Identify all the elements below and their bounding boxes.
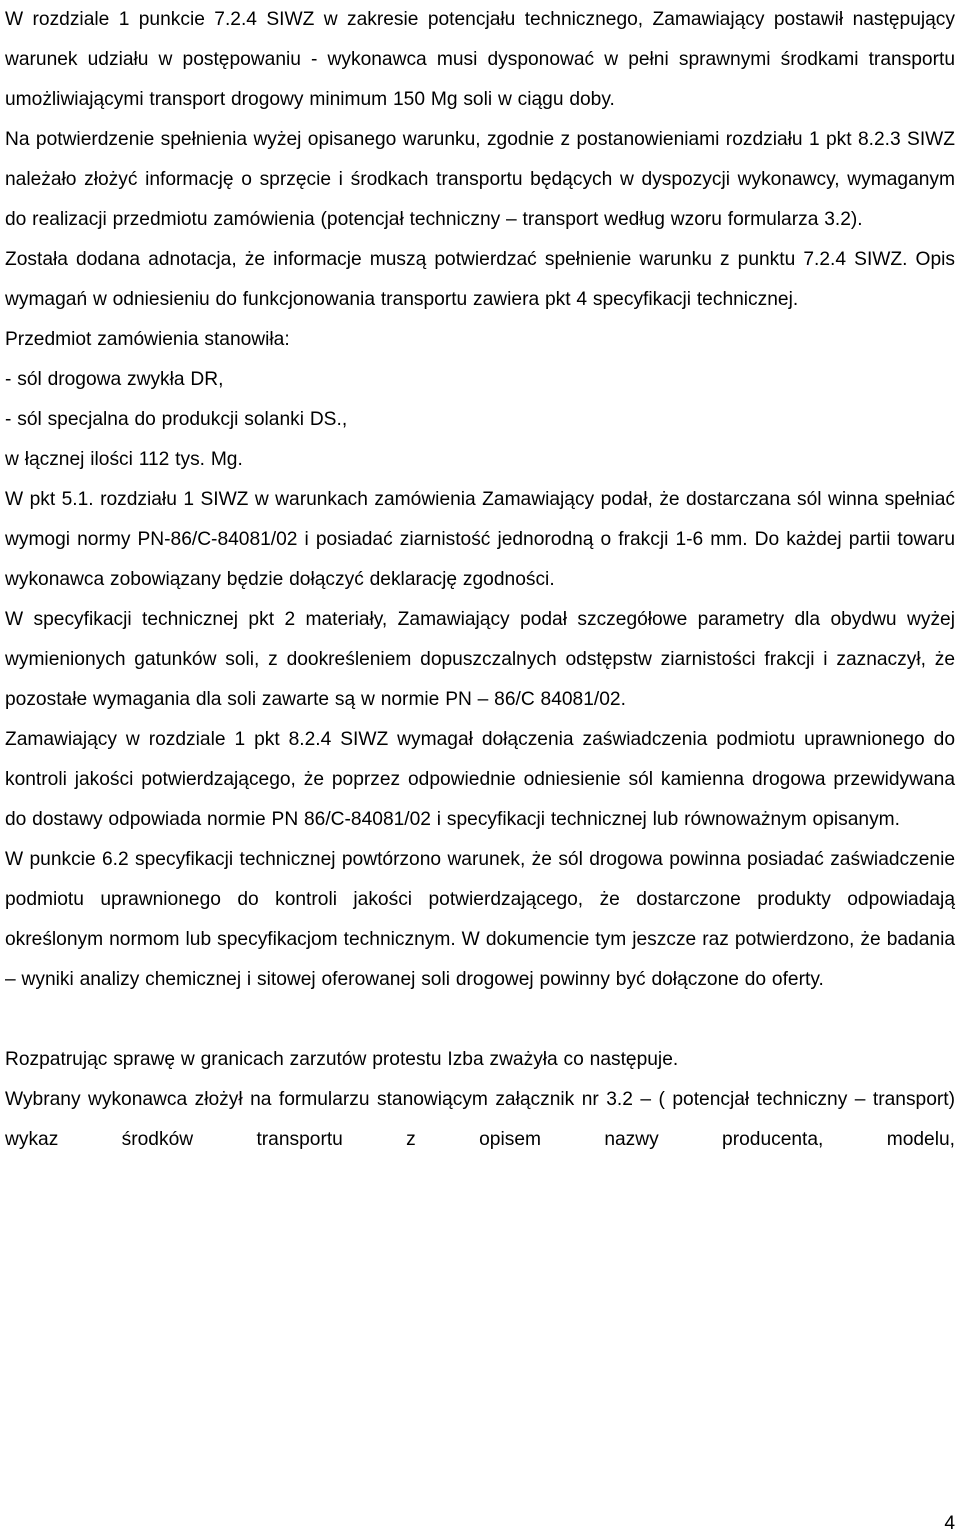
paragraph-annotation: Została dodana adnotacja, że informacje muszą potwierdzać spełnienie warunku z punktu 7.2.4 SIWZ. Opis wymagań w odniesieniu do funkcjonowania transportu zawiera pkt 4 specyfikacji technicznej. [5,249,955,310]
paragraph-confirmation-8-2-3: Na potwierdzenie spełnienia wyżej opisanego warunku, zgodnie z postanowieniami rozdziału 1 pkt 8.2.3 SIWZ należało złożyć informację o sprzęcie i środkach transportu będących w dyspozycji wykonawcy, wymaganym do realizacji przedmiotu zamówienia (potencjał techniczny – transport według wzoru formularza 3.2). [5,129,955,230]
page-number: 4 [944,1513,955,1534]
paragraph-point-6-2: W punkcie 6.2 specyfikacji technicznej powtórzono warunek, że sól drogowa powinna posiadać zaświadczenie podmiotu uprawnionego do kontroli jakości potwierdzającego, że dostarczone produkty odpowiadają określonym normom lub specyfikacjom technicznym. W dokumencie tym jeszcze raz potwierdzono, że badania – wyniki analizy chemicznej i sitowej oferowanej soli drogowej powinny być dołączone do oferty. [5,849,955,990]
paragraph-chamber-decision: Rozpatrując sprawę w granicach zarzutów protestu Izba zważyła co następuje. [5,1049,679,1070]
list-item-salt-dr: - sól drogowa zwykła DR, [5,369,224,390]
paragraph-conditions-5-1: W pkt 5.1. rozdziału 1 SIWZ w warunkach zamówienia Zamawiający podał, że dostarczana sól winna spełniać wymogi normy PN-86/C-84081/02 i posiadać ziarnistość jednorodną o frakcji 1-6 mm. Do każdej partii towaru wykonawca zobowiązany będzie dołączyć deklarację zgodności. [5,489,955,590]
paragraph-siwz-7-2-4: W rozdziale 1 punkcie 7.2.4 SIWZ w zakresie potencjału technicznego, Zamawiający postawił następujący warunek udziału w postępowaniu - wykonawca musi dysponować w pełni sprawnymi środkami transportu umożliwiającymi transport drogowy minimum 150 Mg soli w ciągu doby. [5,9,955,110]
paragraph-gap [5,1000,955,1040]
list-item-salt-ds: - sól specjalna do produkcji solanki DS., [5,409,348,430]
paragraph-subject-intro: Przedmiot zamówienia stanowiła: [5,329,290,350]
paragraph-total-quantity: w łącznej ilości 112 tys. Mg. [5,449,243,470]
paragraph-technical-spec: W specyfikacji technicznej pkt 2 materiały, Zamawiający podał szczegółowe parametry dla obydwu wyżej wymienionych gatunków soli, z dookreśleniem dopuszczalnych odstępstw ziarnistości frakcji i zaznaczył, że pozostałe wymagania dla soli zawarte są w normie PN – 86/C 84081/02. [5,609,955,710]
paragraph-certificate-8-2-4: Zamawiający w rozdziale 1 pkt 8.2.4 SIWZ wymagał dołączenia zaświadczenia podmiotu uprawnionego do kontroli jakości potwierdzającego, że poprzez odpowiednie odniesienie sól kamienna drogowa przewidywana do dostawy odpowiada normie PN 86/C-84081/02 i specyfikacji technicznej lub równoważnym opisanym. [5,729,955,830]
document-page [5,0,955,1160]
paragraph-selected-contractor: Wybrany wykonawca złożył na formularzu stanowiącym załącznik nr 3.2 – ( potencjał techniczny – transport) wykaz środków transportu z opisem nazwy producenta, modelu, [5,1089,955,1150]
